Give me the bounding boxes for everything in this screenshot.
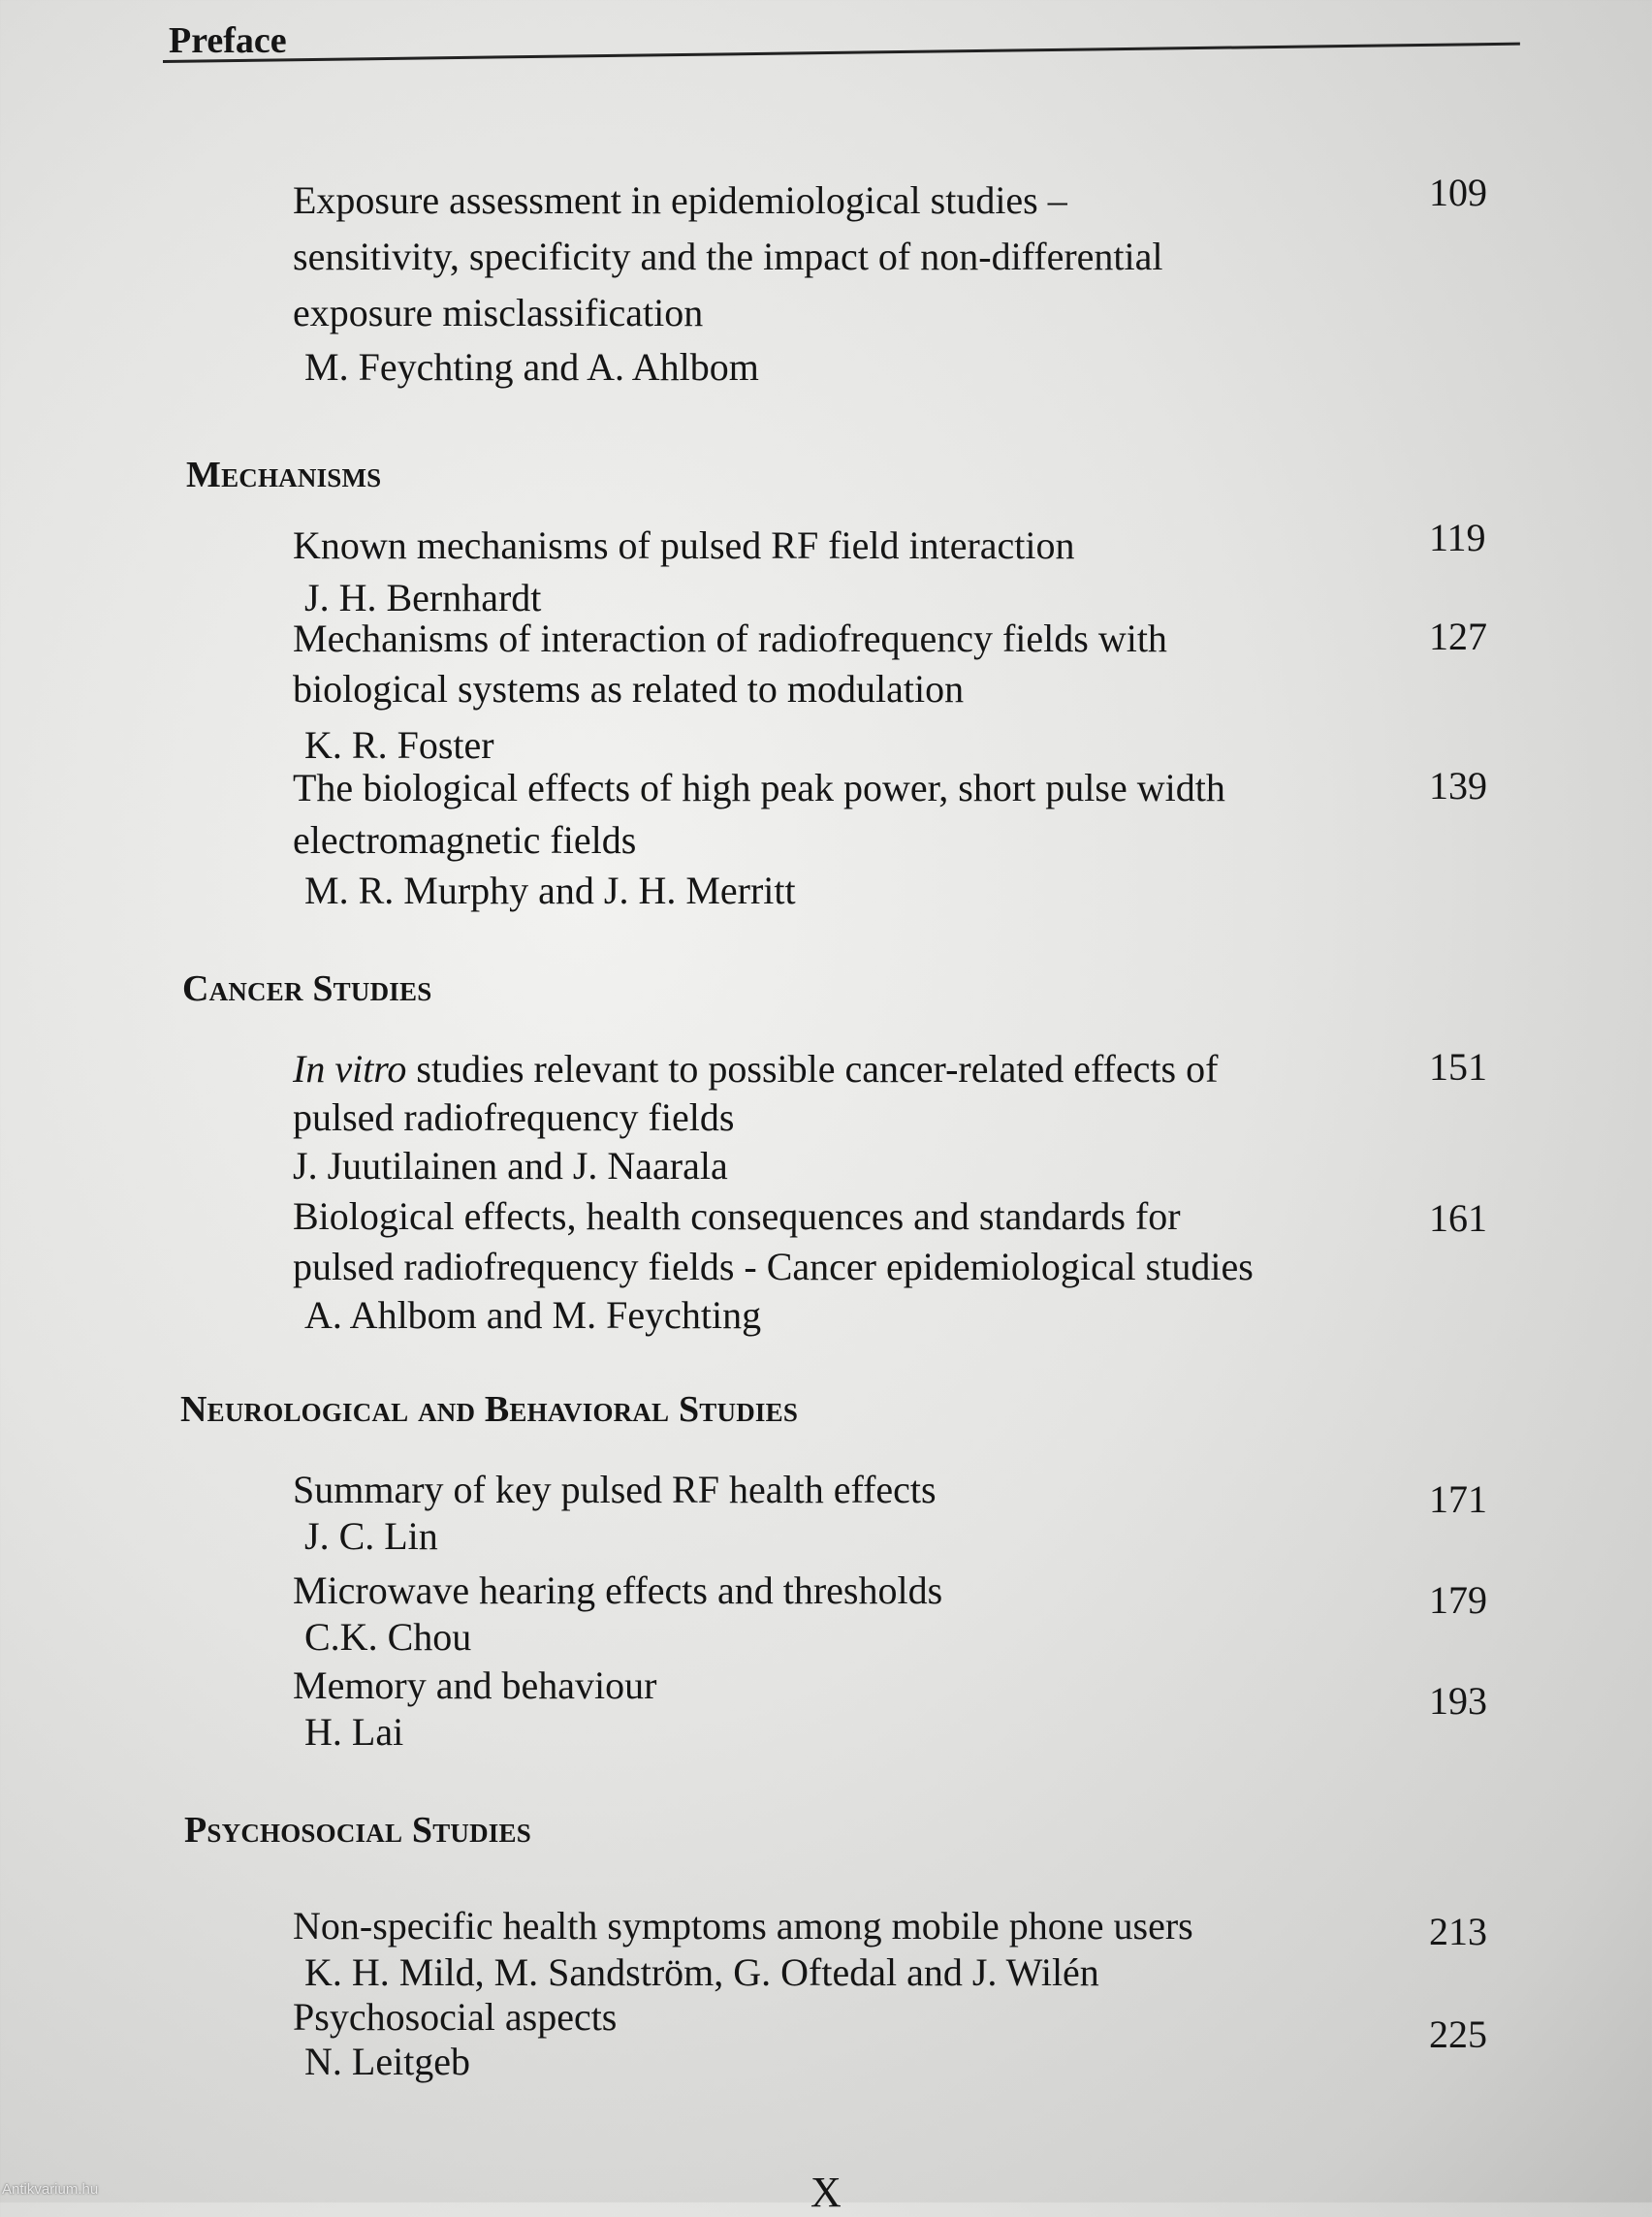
entry-page-number: 225 (1429, 2012, 1487, 2056)
entry-title-line: Summary of key pulsed RF health effects (293, 1468, 937, 1511)
entry-authors: M. R. Murphy and J. H. Merritt (304, 869, 796, 912)
section-heading: Cancer Studies (182, 968, 432, 1009)
entry-authors: J. Juutilainen and J. Naarala (293, 1144, 728, 1188)
entry-title-line: exposure misclassification (293, 291, 704, 334)
running-header: Preface (169, 20, 287, 61)
entry-title-line: The biological effects of high peak power, short pulse width (293, 766, 1225, 809)
entry-authors: N. Leitgeb (304, 2040, 471, 2083)
section-heading: Psychosocial Studies (184, 1810, 531, 1851)
title-text: studies relevant to possible cancer-related effects of (406, 1047, 1219, 1091)
entry-authors: J. H. Bernhardt (304, 576, 542, 619)
entry-page-number: 171 (1429, 1477, 1487, 1521)
entry-page-number: 119 (1429, 516, 1486, 559)
entry-page-number: 161 (1429, 1196, 1487, 1240)
section-heading: Neurological and Behavioral Studies (180, 1389, 799, 1430)
entry-authors: H. Lai (304, 1710, 404, 1754)
entry-title-line: pulsed radiofrequency fields - Cancer epidemiological studies (293, 1245, 1254, 1288)
entry-page-number: 179 (1429, 1578, 1487, 1622)
entry-authors: J. C. Lin (304, 1514, 438, 1558)
section-heading: Mechanisms (186, 455, 382, 495)
italic-prefix: In vitro (293, 1047, 407, 1091)
entry-authors: K. H. Mild, M. Sandström, G. Oftedal and J. Wilén (304, 1950, 1099, 1994)
entry-page-number: 127 (1429, 615, 1487, 658)
entry-title-line: Biological effects, health consequences and standards for (293, 1194, 1181, 1238)
header-rule (163, 43, 1520, 63)
entry-title-line: Memory and behaviour (293, 1663, 657, 1707)
entry-authors: K. R. Foster (304, 723, 494, 767)
entry-title-line: Exposure assessment in epidemiological studies – (293, 178, 1067, 222)
entry-title-line: Psychosocial aspects (293, 1995, 618, 2039)
entry-title-line: Known mechanisms of pulsed RF field interaction (293, 523, 1075, 567)
entry-title-line: Microwave hearing effects and thresholds (293, 1568, 943, 1612)
entry-authors: A. Ahlbom and M. Feychting (304, 1293, 762, 1337)
entry-title-line: biological systems as related to modulation (293, 667, 965, 711)
entry-title-line: Non-specific health symptoms among mobile phone users (293, 1904, 1193, 1948)
entry-page-number: 193 (1429, 1679, 1487, 1723)
page-numeral: X (810, 2169, 842, 2216)
entry-authors: C.K. Chou (304, 1615, 472, 1659)
watermark-logo: Antikvarium.hu (2, 2181, 99, 2198)
entry-title-line: pulsed radiofrequency fields (293, 1095, 735, 1139)
entry-page-number: 151 (1429, 1045, 1487, 1089)
entry-page-number: 139 (1429, 764, 1487, 808)
entry-page-number: 213 (1429, 1910, 1487, 1953)
entry-title-line: sensitivity, specificity and the impact of non-differential (293, 235, 1163, 278)
entry-page-number: 109 (1429, 171, 1487, 214)
entry-authors: M. Feychting and A. Ahlbom (304, 345, 759, 389)
entry-title-line: Mechanisms of interaction of radiofrequency fields with (293, 617, 1167, 660)
entry-title-line: electromagnetic fields (293, 818, 637, 862)
entry-title-line (293, 1045, 1218, 1093)
